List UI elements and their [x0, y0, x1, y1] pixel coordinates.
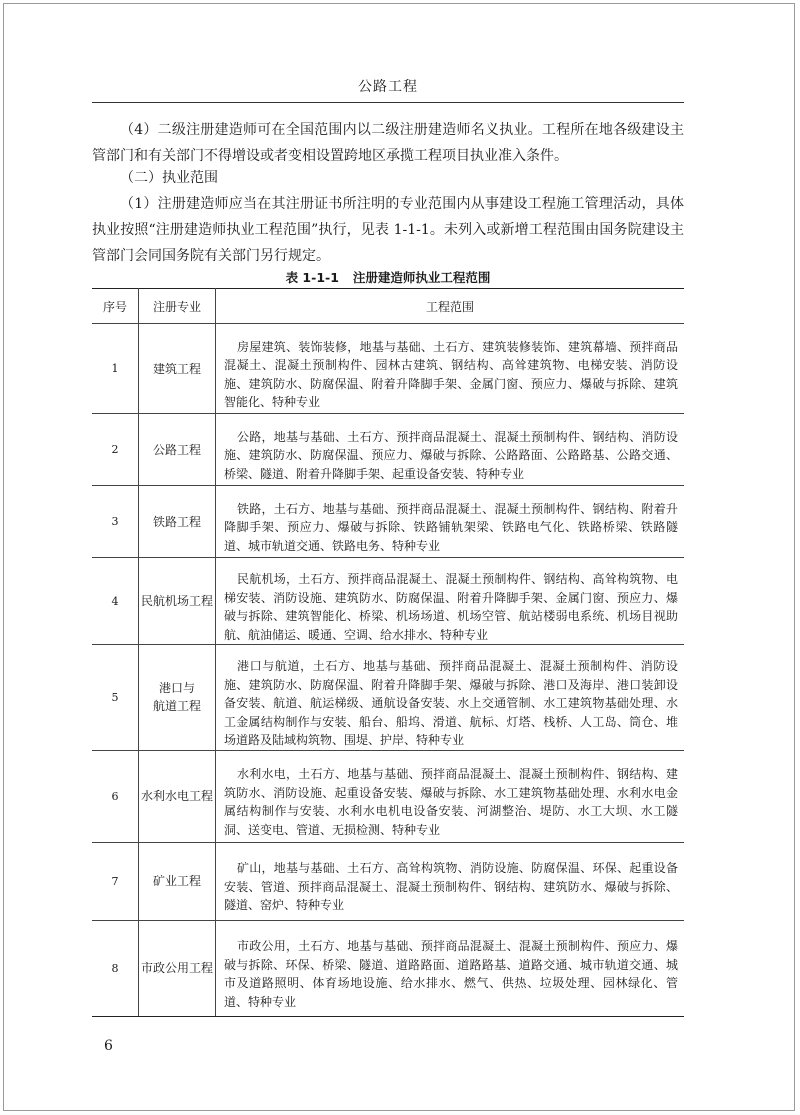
row-scope: 房屋建筑、装饰装修，地基与基础、土石方、建筑装修装饰、建筑幕墙、预拌商品混凝土、混凝土预制构件、园林古建筑、钢结构、高耸建筑物、电梯安装、消防设施、建筑防水、防腐保温、附着升降脚手架、金属门窗、预应力、爆破与拆除、建筑智能化、特种专业: [216, 324, 685, 414]
row-no: 4: [92, 558, 139, 645]
row-no: 8: [92, 920, 139, 1016]
row-scope: 矿山，地基与基础、土石方、高耸构筑物、消防设施、防腐保温、环保、起重设备安装、管道、预拌商品混凝土、混凝土预制构件、钢结构、建筑防水、爆破与拆除、隧道、窑炉、特种专业: [216, 842, 685, 920]
table-caption-title: 注册建造师执业工程范围: [352, 270, 491, 285]
row-no: 5: [92, 645, 139, 751]
row-scope: 市政公用，土石方、地基与基础、预拌商品混凝土、混凝土预制构件、预应力、爆破与拆除、环保、桥梁、隧道、道路路面、道路路基、道路交通、城市轨道交通、城市及道路照明、体育场地设施、给水排水、燃气、供热、垃圾处理、园林绿化、管道、特种专业: [216, 920, 685, 1016]
table-row: [92, 645, 684, 751]
row-scope: 铁路，土石方、地基与基础、预拌商品混凝土、混凝土预制构件、钢结构、附着升降脚手架、预应力、爆破与拆除、铁路铺轨架梁、铁路电气化、铁路桥梁、铁路隧道、城市轨道交通、铁路电务、特种专业: [216, 486, 685, 558]
table-row: [92, 414, 684, 486]
table-row: [92, 842, 684, 920]
scope-table: [92, 288, 684, 1017]
paragraph-1: （1）注册建造师应当在其注册证书所注明的专业范围内从事建设工程施工管理活动，具体执业按照“注册建造师执业工程范围”执行，见表 1-1-1。未列入或新增工程范围由国务院建设主管部门会同国务院有关部门另行规定。: [92, 196, 684, 264]
row-major: 铁路工程: [139, 486, 216, 558]
row-scope: 民航机场，土石方、预拌商品混凝土、混凝土预制构件、钢结构、高耸构筑物、电梯安装、消防设施、建筑防水、防腐保温、附着升降脚手架、金属门窗、预应力、爆破与拆除、建筑智能化、桥梁、机场场道、机场空管、航站楼弱电系统、机场目视助航、航油储运、暖通、空调、给水排水、特种专业: [216, 558, 685, 645]
row-no: 7: [92, 842, 139, 920]
header-major: 注册专业: [139, 289, 216, 324]
row-major: 矿业工程: [139, 842, 216, 920]
row-no: 3: [92, 486, 139, 558]
page-number: 6: [104, 1038, 113, 1054]
row-major: 民航机场工程: [139, 558, 216, 645]
row-major: 水利水电工程: [139, 750, 216, 842]
header-scope: 工程范围: [216, 289, 685, 324]
header-no: 序号: [92, 289, 139, 324]
row-no: 6: [92, 750, 139, 842]
row-scope: 公路，地基与基础、土石方、预拌商品混凝土、混凝土预制构件、钢结构、消防设施、建筑防水、防腐保温、预应力、爆破与拆除、公路路面、公路路基、公路交通、桥梁、隧道、附着升降脚手架、起重设备安装、特种专业: [216, 414, 685, 486]
row-major: 建筑工程: [139, 324, 216, 414]
table-row: [92, 486, 684, 558]
row-scope: 水利水电，土石方、地基与基础、预拌商品混凝土、混凝土预制构件、钢结构、建筑防水、消防设施、起重设备安装、爆破与拆除、水工建筑物基础处理、水利水电金属结构制作与安装、水利水电机电设备安装、河湖整治、堤防、水工大坝、水工隧洞、送变电、管道、无损检测、特种专业: [216, 750, 685, 842]
row-major: 公路工程: [139, 414, 216, 486]
table-row: [92, 920, 684, 1016]
table-row: [92, 750, 684, 842]
row-major: 市政公用工程: [139, 920, 216, 1016]
running-header: 公路工程: [358, 79, 418, 95]
section-heading: （二）执业范围: [120, 170, 218, 186]
table-row: [92, 558, 684, 645]
row-major: 港口与 航道工程: [139, 645, 216, 751]
table-header-row: [92, 289, 684, 324]
table-caption: [92, 268, 684, 286]
row-no: 1: [92, 324, 139, 414]
table-caption-number: 表 1-1-1: [285, 270, 339, 285]
table-row: [92, 324, 684, 414]
paragraph-4: （4）二级注册建造师可在全国范围内以二级注册建造师名义执业。工程所在地各级建设主管部门和有关部门不得增设或者变相设置跨地区承揽工程项目执业准入条件。: [92, 122, 684, 164]
row-scope: 港口与航道，土石方、地基与基础、预拌商品混凝土、混凝土预制构件、消防设施、建筑防水、防腐保温、附着升降脚手架、爆破与拆除、港口及海岸、港口装卸设备安装、航道、航运梯级、通航设备安装、水上交通管制、水工建筑物基础处理、水工金属结构制作与安装、船台、船坞、滑道、航标、灯塔、栈桥、人工岛、筒仓、堆场道路及陆域构筑物、围堤、护岸、特种专业: [216, 645, 685, 751]
header-rule: [92, 102, 684, 103]
row-no: 2: [92, 414, 139, 486]
